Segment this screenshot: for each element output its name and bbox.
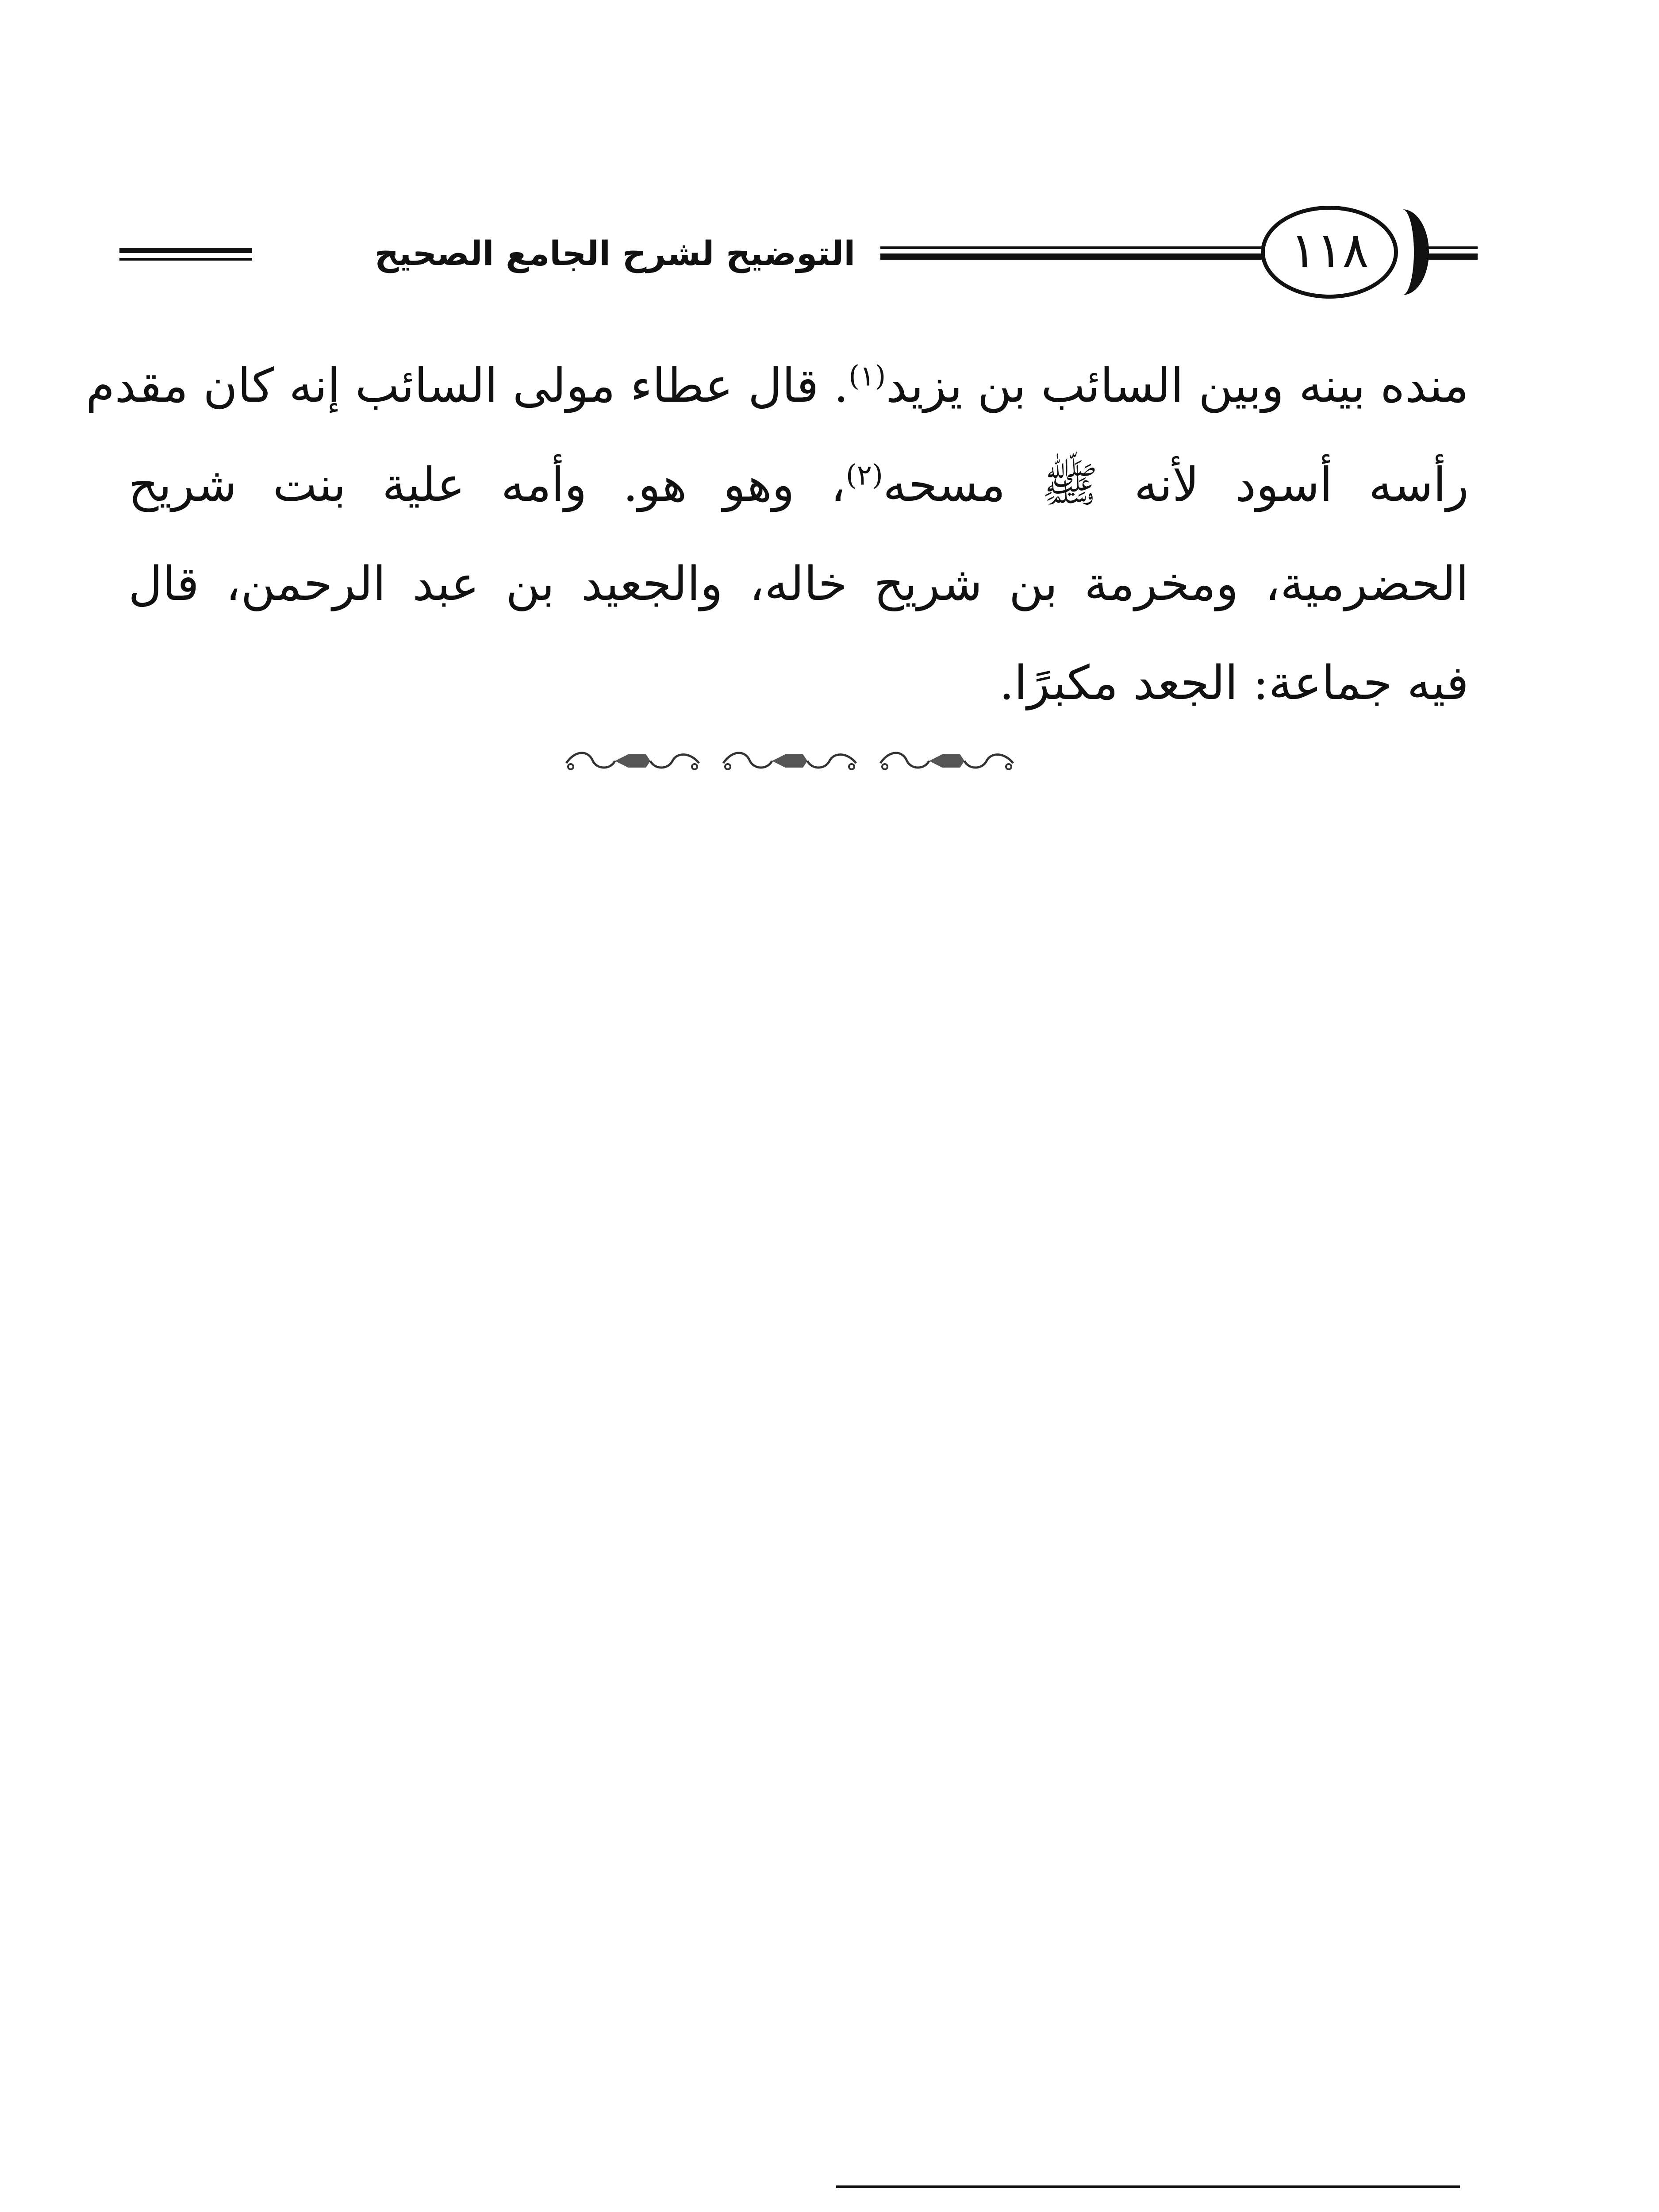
- ornament-flourish-icon: [876, 745, 1018, 776]
- body-paragraph: [85, 336, 1469, 733]
- body-line: [128, 435, 1469, 534]
- footnote-reference: (١): [849, 360, 886, 393]
- section-end-ornament: [562, 743, 1018, 779]
- ornament-flourish-icon: [719, 745, 860, 776]
- running-header: [119, 201, 1478, 307]
- body-line: [128, 534, 1469, 634]
- body-line: [85, 336, 1469, 435]
- header-rule-left-top: [119, 248, 252, 253]
- running-header-title: التوضيح لشرح الجامع الصحيح: [349, 231, 880, 276]
- body-line-text: . قال عطاء مولى السائب إنه كان مقدم: [85, 358, 849, 413]
- body-line-text: منده بينه وبين السائب بن يزيد: [886, 358, 1469, 413]
- page-number: ١١٨: [1290, 222, 1369, 278]
- ornament-flourish-icon: [562, 745, 703, 776]
- body-line-text: فيه جماعة: الجعد مكبرًا.: [999, 656, 1469, 710]
- body-line: [128, 634, 1469, 733]
- body-line-text: ، وهو هو. وأمه علية بنت شريح: [128, 457, 846, 512]
- header-rule-left-bottom: [119, 258, 252, 261]
- footnote-reference: (٢): [845, 459, 883, 492]
- body-line-text: الحضرمية، ومخرمة بن شريح خاله، والجعيد بن عبد الرحمن، قال: [128, 557, 1469, 611]
- footnote-separator: [836, 2185, 1460, 2188]
- body-line-text: رأسه أسود لأنه ﷺ مسحه: [883, 457, 1469, 512]
